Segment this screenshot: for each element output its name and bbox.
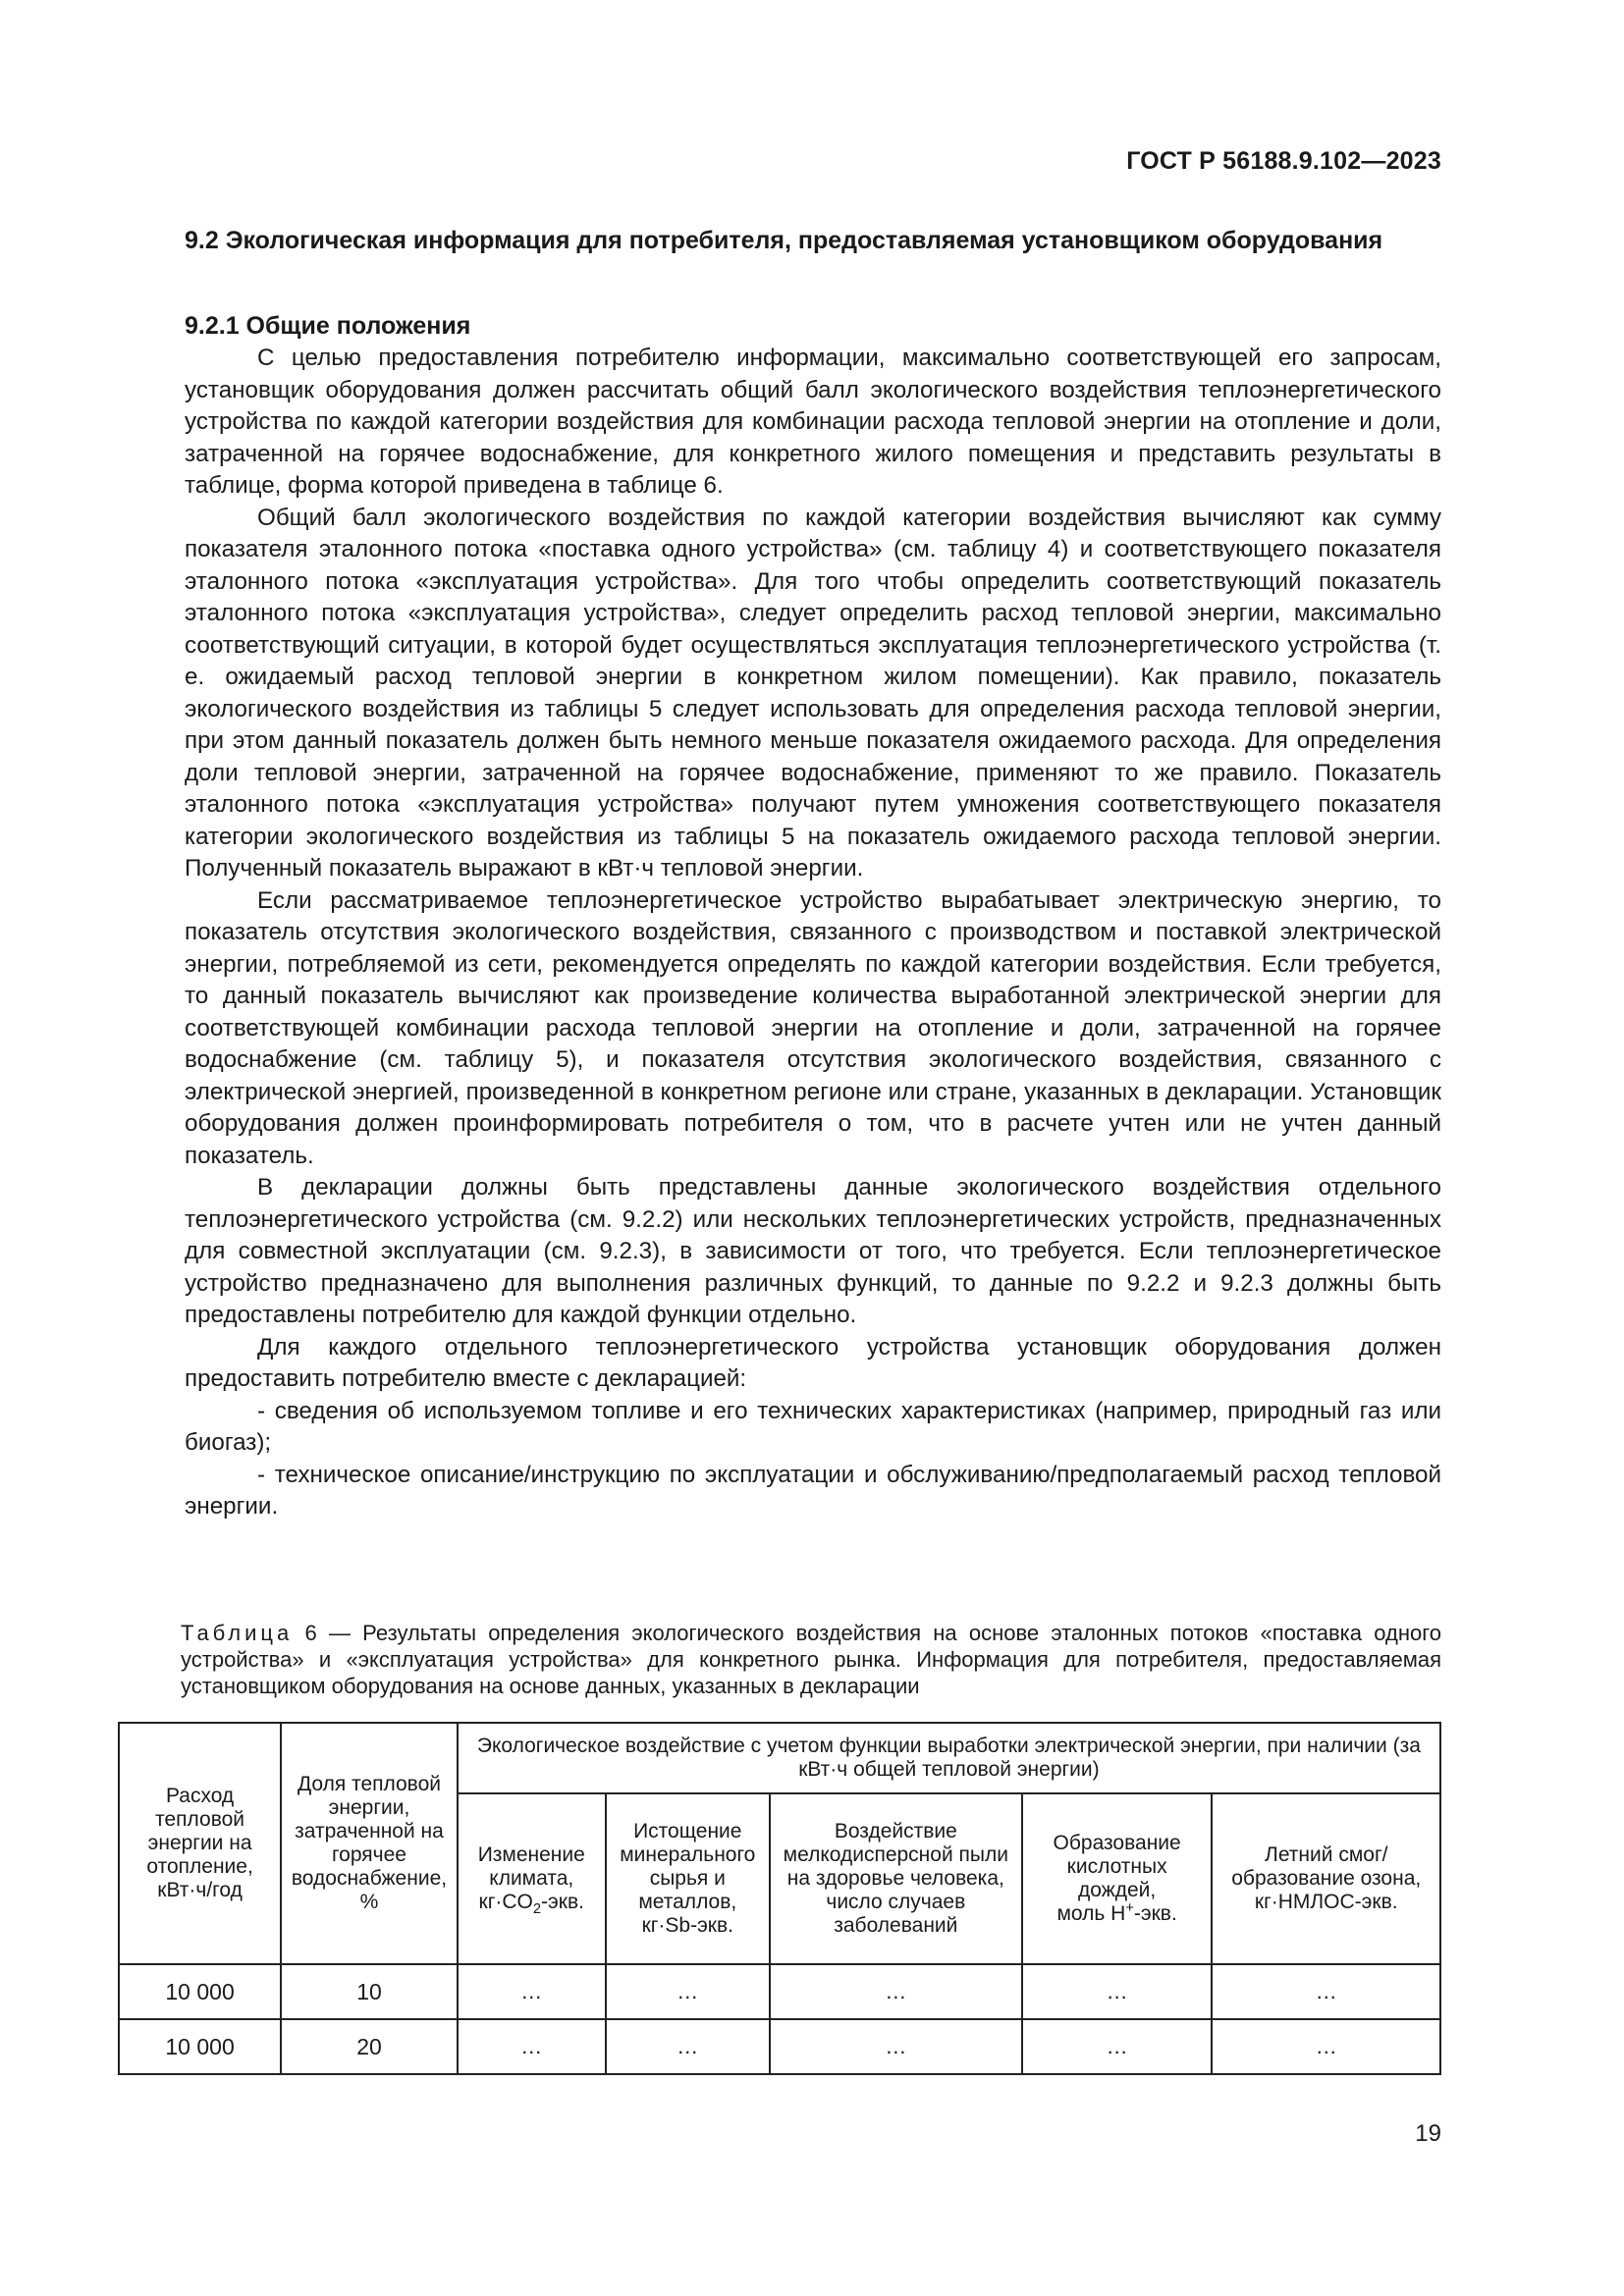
- table-caption-text: 6 — Результаты определения экологического воздействия на основе эталонных потоков «поставка одного устройства» и «эксплуатация устройства» для конкретного рынка. Информация для потребителя, предоставляемая установщиком оборудования на основе данных, указанных в декларации: [181, 1621, 1441, 1698]
- table-row: [119, 2019, 1440, 2074]
- header-summer-smog: Летний смог/ образование озона, кг·НМЛОС-экв.: [1212, 1793, 1440, 1964]
- body-text: [185, 343, 1441, 1523]
- cell-share: 10: [281, 1964, 458, 2019]
- header-mineral-depletion: Истощение минерального сырья и металлов, кг·Sb-экв.: [606, 1793, 770, 1964]
- header-fine-dust: Воздействие мелкодисперсной пыли на здоровье человека, число случаев заболеваний: [770, 1793, 1022, 1964]
- cell-acid: …: [1022, 2019, 1213, 2074]
- cell-heat: 10 000: [119, 2019, 281, 2074]
- paragraph: Общий балл экологического воздействия по каждой категории воздействия вычисляют как сумму показателя эталонного потока «поставка одного устройства» (см. таблицу 4) и соответствующего показателя эталонного потока «эксплуатация устройства». Для того чтобы определить соответствующий показатель эталонного потока «эксплуатация устройства», следует определить расход тепловой энергии, максимально соответствующий ситуации, в которой будет осуществляться эксплуатация теплоэнергетического устройства (т. е. ожидаемый расход тепловой энергии в конкретном жилом помещении). Как правило, показатель экологического воздействия из таблицы 5 следует использовать для определения расхода тепловой энергии, при этом данный показатель должен быть немного меньше показателя ожидаемого расхода. Для определения доли тепловой энергии, затраченной на горячее водоснабжение, применяют то же правило. Показатель эталонного потока «эксплуатация устройства» получают путем умножения соответствующего показателя категории экологического воздействия из таблицы 5 на показатель ожидаемого расхода тепловой энергии. Полученный показатель выражают в кВт·ч тепловой энергии.: [185, 504, 1441, 881]
- paragraph: Для каждого отдельного теплоэнергетического устройства установщик оборудования должен предоставить потребителю вместе с декларацией:: [185, 1333, 1441, 1392]
- list-item: - техническое описание/инструкцию по эксплуатации и обслуживанию/предполагаемый расход тепловой энергии.: [185, 1461, 1441, 1520]
- cell-dust: …: [770, 1964, 1022, 2019]
- page-number: 19: [1415, 2120, 1441, 2147]
- header-impact-group: Экологическое воздействие с учетом функции выработки электрической энергии, при наличии (за кВт·ч общей тепловой энергии): [458, 1723, 1440, 1793]
- table-caption-label: Таблица: [181, 1621, 294, 1645]
- subsection-title: 9.2.1 Общие положения: [185, 312, 471, 340]
- cell-heat: 10 000: [119, 1964, 281, 2019]
- cell-smog: …: [1212, 2019, 1440, 2074]
- cell-climate: …: [458, 1964, 606, 2019]
- paragraph: С целью предоставления потребителю информации, максимально соответствующей его запросам, установщик оборудования должен рассчитать общий балл экологического воздействия теплоэнергетического устройства по каждой категории воздействия для комбинации расхода тепловой энергии на отопление и доли, затраченной на горячее водоснабжение, для конкретного жилого помещения и представить результаты в таблице, форма которой приведена в таблице 6.: [185, 345, 1441, 499]
- paragraph: Если рассматриваемое теплоэнергетическое устройство вырабатывает электрическую энергию, то показатель отсутствия экологического воздействия, связанного с производством и поставкой электрической энергии, потребляемой из сети, рекомендуется определять по каждой категории воздействия. Если требуется, то данный показатель вычисляют как произведение количества выработанной электрической энергии для соответствующей комбинации расхода тепловой энергии на отопление и доли, затраченной на горячее водоснабжение (см. таблицу 5), и показателя отсутствия экологического воздействия, связанного с электрической энергией, произведенной в конкретном регионе или стране, указанных в декларации. Установщик оборудования должен проинформировать потребителя о том, что в расчете учтен или не учтен данный показатель.: [185, 886, 1441, 1169]
- cell-smog: …: [1212, 1964, 1440, 2019]
- standard-code-header: ГОСТ Р 56188.9.102—2023: [1126, 147, 1441, 175]
- table-row: [119, 1964, 1440, 2019]
- cell-dust: …: [770, 2019, 1022, 2074]
- header-hot-water-share: Доля тепловой энергии, затраченной на горячее водоснабжение, %: [281, 1723, 458, 1964]
- header-acid-rain: Образование кислотных дождей, моль H+-экв.: [1022, 1793, 1213, 1964]
- cell-share: 20: [281, 2019, 458, 2074]
- header-climate-change: Изменение климата, $кг\cdot CO_2$-экв.: [458, 1793, 606, 1964]
- cell-acid: …: [1022, 1964, 1213, 2019]
- header-heat-consumption: Расход тепловой энергии на отопление, кВт·ч/год: [119, 1723, 281, 1964]
- paragraph: В декларации должны быть представлены данные экологического воздействия отдельного теплоэнергетического устройства (см. 9.2.2) или нескольких теплоэнергетических устройств, предназначенных для совместной эксплуатации (см. 9.2.3), в зависимости от того, что требуется. Если теплоэнергетическое устройство предназначено для выполнения различных функций, то данные по 9.2.2 и 9.2.3 должны быть предоставлены потребителю для каждой функции отдельно.: [185, 1174, 1441, 1328]
- cell-minerals: …: [606, 1964, 770, 2019]
- section-title: 9.2 Экологическая информация для потребителя, предоставляемая установщиком оборудования: [185, 227, 1383, 254]
- cell-minerals: …: [606, 2019, 770, 2074]
- cell-climate: …: [458, 2019, 606, 2074]
- table-6: [118, 1722, 1441, 2075]
- list-item: - сведения об используемом топливе и его технических характеристиках (например, природный газ или биогаз);: [185, 1397, 1441, 1456]
- table-caption: [181, 1620, 1441, 1699]
